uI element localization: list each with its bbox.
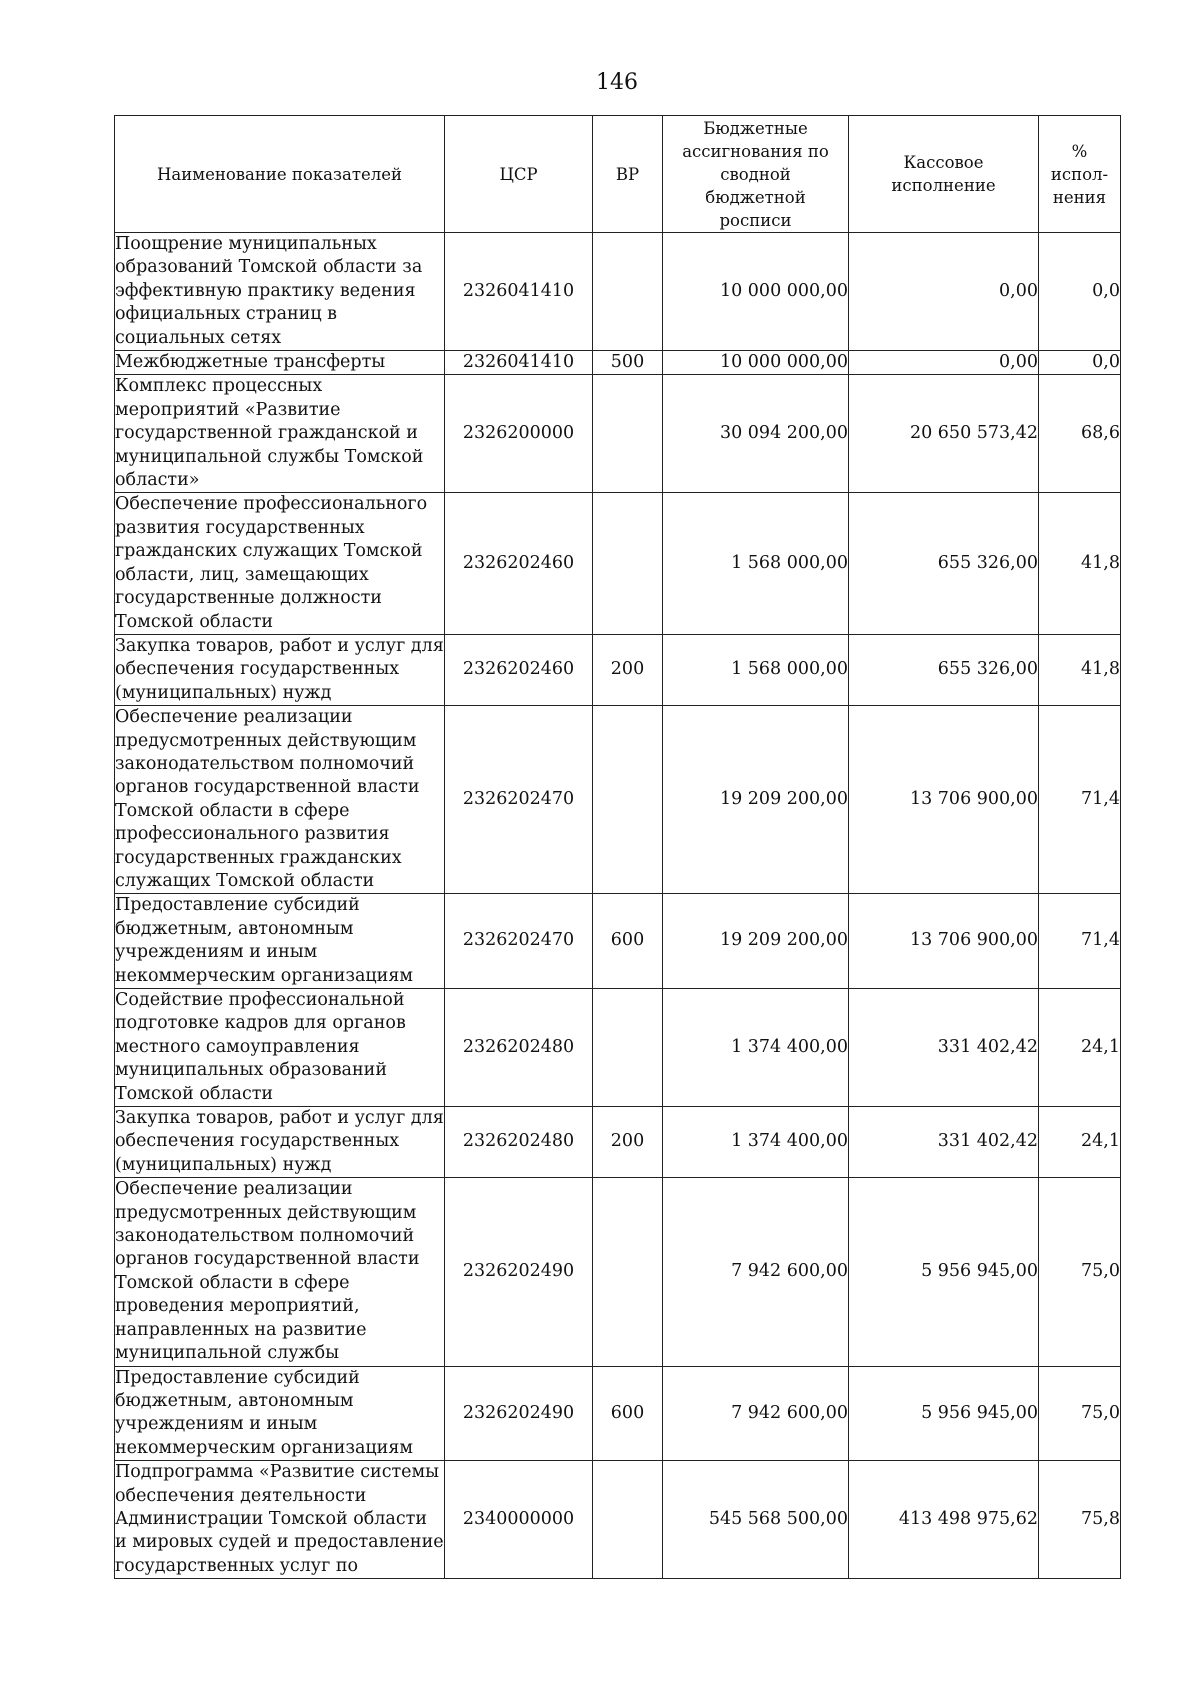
row-name: Обеспечение реализации предусмотренных действующим законодательством полномочий органов государственной власти Томской области в сфере проведения мероприятий, направленных на развитие муниципальной службы bbox=[115, 1178, 445, 1366]
header-budget: Бюджетные ассигнования по сводной бюджетной росписи bbox=[663, 116, 849, 233]
table-row bbox=[115, 1107, 1121, 1178]
row-vr bbox=[593, 1178, 663, 1366]
row-percent: 71,4 bbox=[1039, 894, 1121, 989]
row-budget: 10 000 000,00 bbox=[663, 351, 849, 375]
row-cash: 331 402,42 bbox=[849, 989, 1039, 1107]
row-budget: 545 568 500,00 bbox=[663, 1461, 849, 1579]
table-row bbox=[115, 233, 1121, 351]
row-cash: 655 326,00 bbox=[849, 493, 1039, 634]
row-cash: 0,00 bbox=[849, 351, 1039, 375]
header-vr: ВР bbox=[593, 116, 663, 233]
row-name: Закупка товаров, работ и услуг для обеспечения государственных (муниципальных) нужд bbox=[115, 634, 445, 705]
row-csr: 2326202490 bbox=[445, 1366, 593, 1461]
table-row bbox=[115, 375, 1121, 493]
table-row bbox=[115, 894, 1121, 989]
row-budget: 10 000 000,00 bbox=[663, 233, 849, 351]
row-name: Обеспечение профессионального развития государственных гражданских служащих Томской области, лиц, замещающих государственные должности Томской области bbox=[115, 493, 445, 634]
budget-execution-table bbox=[114, 115, 1121, 1579]
row-vr bbox=[593, 1461, 663, 1579]
row-budget: 7 942 600,00 bbox=[663, 1178, 849, 1366]
row-vr: 200 bbox=[593, 634, 663, 705]
row-cash: 331 402,42 bbox=[849, 1107, 1039, 1178]
row-percent: 0,0 bbox=[1039, 233, 1121, 351]
row-cash: 13 706 900,00 bbox=[849, 894, 1039, 989]
row-name: Предоставление субсидий бюджетным, автономным учреждениям и иным некоммерческим организациям bbox=[115, 1366, 445, 1461]
row-csr: 2326202490 bbox=[445, 1178, 593, 1366]
row-csr: 2326202480 bbox=[445, 1107, 593, 1178]
table-row bbox=[115, 351, 1121, 375]
row-vr bbox=[593, 375, 663, 493]
row-percent: 75,8 bbox=[1039, 1461, 1121, 1579]
table-row bbox=[115, 1178, 1121, 1366]
row-name: Межбюджетные трансферты bbox=[115, 351, 445, 375]
row-budget: 1 568 000,00 bbox=[663, 634, 849, 705]
row-cash: 413 498 975,62 bbox=[849, 1461, 1039, 1579]
row-percent: 75,0 bbox=[1039, 1366, 1121, 1461]
row-name: Поощрение муниципальных образований Томской области за эффективную практику ведения официальных страниц в социальных сетях bbox=[115, 233, 445, 351]
row-budget: 30 094 200,00 bbox=[663, 375, 849, 493]
row-vr: 600 bbox=[593, 894, 663, 989]
row-csr: 2340000000 bbox=[445, 1461, 593, 1579]
row-percent: 24,1 bbox=[1039, 1107, 1121, 1178]
row-csr: 2326041410 bbox=[445, 351, 593, 375]
row-budget: 7 942 600,00 bbox=[663, 1366, 849, 1461]
page-number: 146 bbox=[596, 70, 638, 95]
row-name: Обеспечение реализации предусмотренных действующим законодательством полномочий органов государственной власти Томской области в сфере профессионального развития государственных гражданских служащих Томской области bbox=[115, 706, 445, 894]
row-csr: 2326202470 bbox=[445, 706, 593, 894]
row-name: Подпрограмма «Развитие системы обеспечения деятельности Администрации Томской области и мировых судей и предоставление государственных услуг по bbox=[115, 1461, 445, 1579]
row-name: Предоставление субсидий бюджетным, автономным учреждениям и иным некоммерческим организациям bbox=[115, 894, 445, 989]
row-percent: 41,8 bbox=[1039, 493, 1121, 634]
row-budget: 19 209 200,00 bbox=[663, 894, 849, 989]
table-header-row bbox=[115, 116, 1121, 233]
row-percent: 71,4 bbox=[1039, 706, 1121, 894]
row-cash: 0,00 bbox=[849, 233, 1039, 351]
table-row bbox=[115, 1461, 1121, 1579]
row-csr: 2326202480 bbox=[445, 989, 593, 1107]
row-percent: 68,6 bbox=[1039, 375, 1121, 493]
header-percent: % испол-нения bbox=[1039, 116, 1121, 233]
header-cash: Кассовое исполнение bbox=[849, 116, 1039, 233]
row-vr bbox=[593, 493, 663, 634]
row-cash: 20 650 573,42 bbox=[849, 375, 1039, 493]
row-vr: 200 bbox=[593, 1107, 663, 1178]
table-row bbox=[115, 706, 1121, 894]
table-row bbox=[115, 634, 1121, 705]
row-percent: 24,1 bbox=[1039, 989, 1121, 1107]
row-cash: 5 956 945,00 bbox=[849, 1366, 1039, 1461]
row-csr: 2326200000 bbox=[445, 375, 593, 493]
row-csr: 2326202460 bbox=[445, 493, 593, 634]
row-percent: 0,0 bbox=[1039, 351, 1121, 375]
row-cash: 5 956 945,00 bbox=[849, 1178, 1039, 1366]
row-csr: 2326202470 bbox=[445, 894, 593, 989]
row-name: Комплекс процессных мероприятий «Развитие государственной гражданской и муниципальной службы Томской области» bbox=[115, 375, 445, 493]
row-vr bbox=[593, 233, 663, 351]
row-vr: 600 bbox=[593, 1366, 663, 1461]
row-name: Содействие профессиональной подготовке кадров для органов местного самоуправления муниципальных образований Томской области bbox=[115, 989, 445, 1107]
row-budget: 19 209 200,00 bbox=[663, 706, 849, 894]
row-cash: 13 706 900,00 bbox=[849, 706, 1039, 894]
header-name: Наименование показателей bbox=[115, 116, 445, 233]
row-budget: 1 568 000,00 bbox=[663, 493, 849, 634]
row-percent: 75,0 bbox=[1039, 1178, 1121, 1366]
table-row bbox=[115, 989, 1121, 1107]
table-row bbox=[115, 493, 1121, 634]
row-budget: 1 374 400,00 bbox=[663, 989, 849, 1107]
row-name: Закупка товаров, работ и услуг для обеспечения государственных (муниципальных) нужд bbox=[115, 1107, 445, 1178]
table-row bbox=[115, 1366, 1121, 1461]
row-csr: 2326202460 bbox=[445, 634, 593, 705]
row-vr bbox=[593, 706, 663, 894]
header-csr: ЦСР bbox=[445, 116, 593, 233]
row-vr bbox=[593, 989, 663, 1107]
row-csr: 2326041410 bbox=[445, 233, 593, 351]
row-vr: 500 bbox=[593, 351, 663, 375]
row-cash: 655 326,00 bbox=[849, 634, 1039, 705]
row-budget: 1 374 400,00 bbox=[663, 1107, 849, 1178]
row-percent: 41,8 bbox=[1039, 634, 1121, 705]
